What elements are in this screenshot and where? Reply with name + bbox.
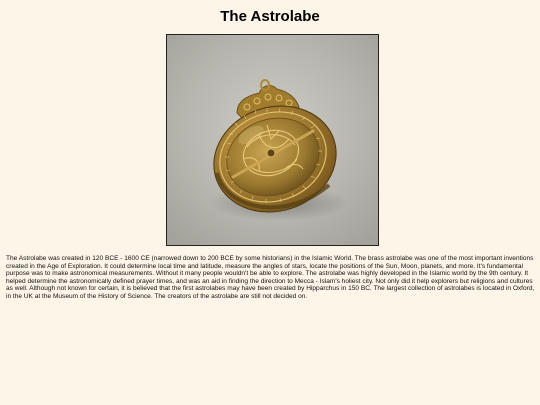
astrolabe-photo bbox=[166, 34, 379, 246]
astrolabe-illustration bbox=[167, 35, 378, 245]
page-title: The Astrolabe bbox=[220, 8, 320, 25]
article-paragraph: The Astrolabe was created in 120 BCE - 1600 CE (narrowed down to 200 BCE by some historians) in the Islamic World. The brass astrolabe was one of the most important inventions created in the Age of Exploration. It could determine local time and latitude, measure the angles of stars, locate the positions of the Sun, Moon, planets, and more. It's fundamental purpose was to make astronomical measurements. Without it many people wouldn't be able to explore. The astrolabe was highly developed in the Islamic world by the 9th century. It helped determine the astronomically defined prayer times, and was an aid in finding the direction to Mecca - Islam's holiest city. Not only did it help explorers but religions and cultures as well. Although not known for certain, it is believed that the first astrolabes may have been created by Hipparchus in 150 BC. The largest collection of astrolabes is located in Oxford, in the UK at the Museum of the History of Science. The creators of the astrolabe are still not decided on. bbox=[6, 255, 535, 300]
astrolabe-pin bbox=[267, 149, 275, 157]
